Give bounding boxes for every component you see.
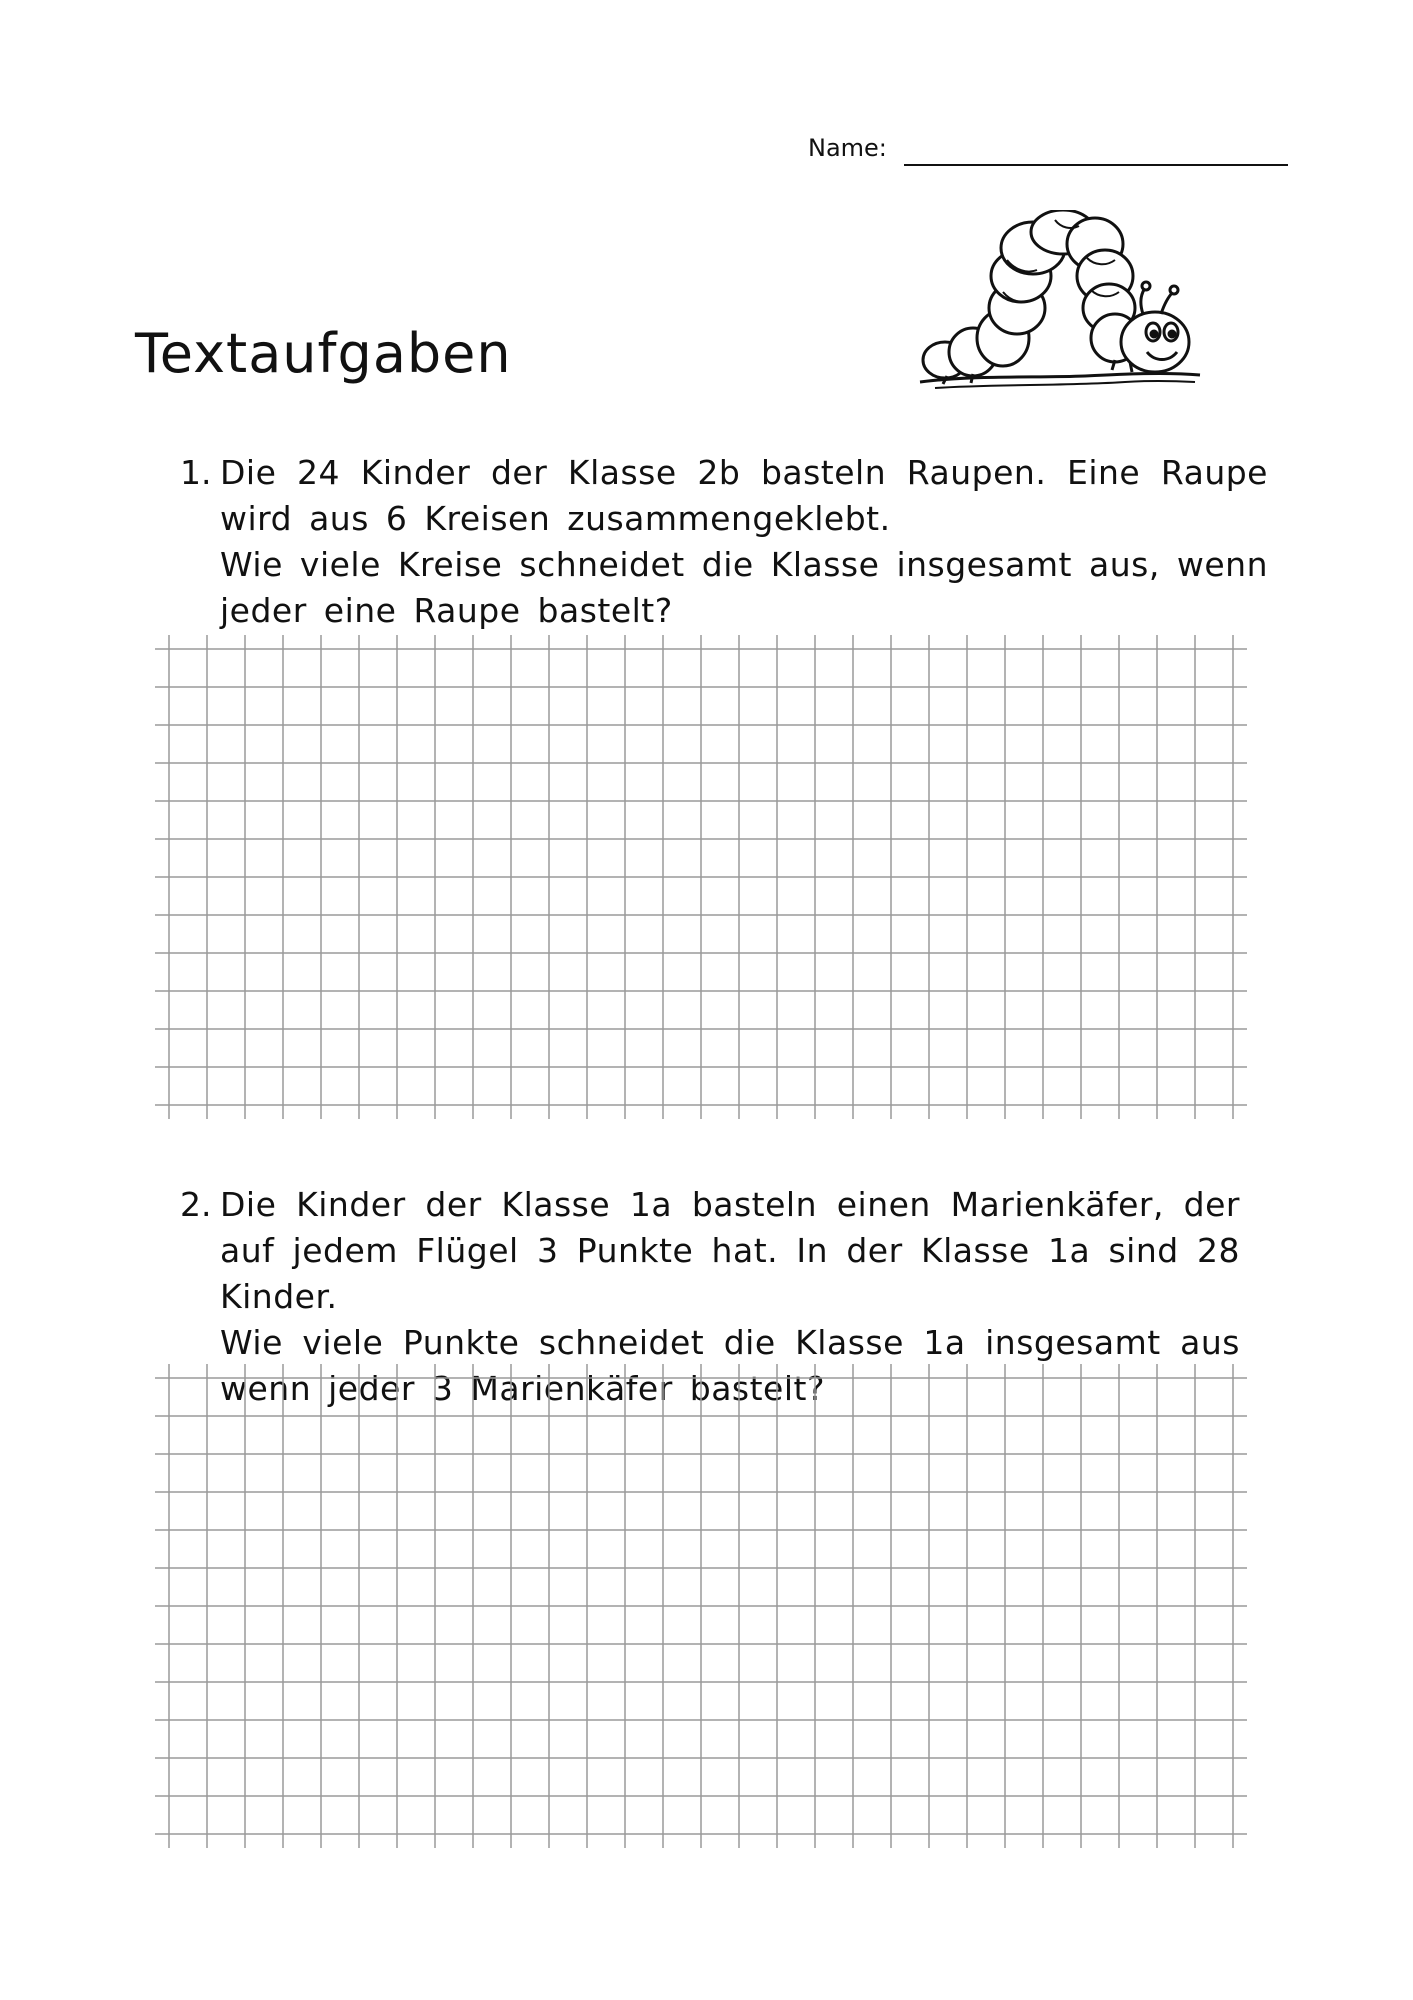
name-label: Name: [808, 134, 887, 162]
answer-grid-2[interactable] [155, 1364, 1265, 1864]
task-number: 2. [180, 1185, 212, 1224]
answer-grid-1[interactable] [155, 635, 1265, 1135]
task-question: Wie viele Kreise schneidet die Klasse insgesamt aus, wenn jeder eine Raupe bastelt? [220, 545, 1268, 630]
task-question: Wie viele Punkte schneidet die Klasse 1a insgesamt aus wenn jeder 3 Marienkäfer bastelt? [220, 1323, 1240, 1408]
task-text-paragraph: Die Kinder der Klasse 1a basteln einen Marienkäfer, der auf jedem Flügel 3 Punkte hat. In der Klasse 1a sind 28 Kinder. [220, 1185, 1240, 1316]
task-text [220, 450, 1268, 634]
task-text-paragraph: Die 24 Kinder der Klasse 2b basteln Raupen. Eine Raupe wird aus 6 Kreisen zusammengeklebt. [220, 453, 1268, 538]
caterpillar-icon [915, 210, 1205, 395]
name-write-line[interactable] [904, 164, 1288, 166]
task-number: 1. [180, 453, 212, 492]
page-title: Textaufgaben [135, 322, 512, 385]
name-field-row [808, 134, 1288, 174]
